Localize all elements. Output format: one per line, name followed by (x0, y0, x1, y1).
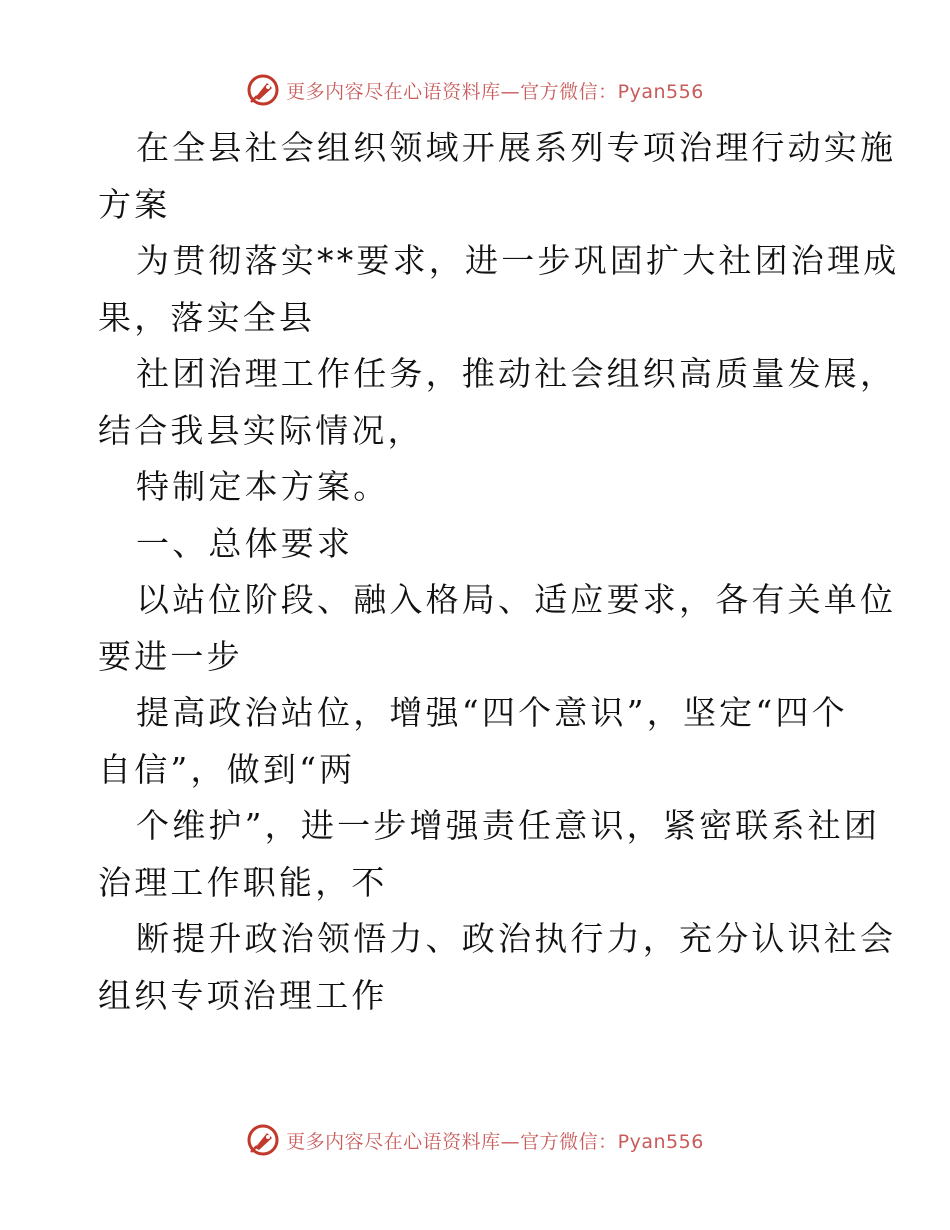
paragraph-line: 组织专项治理工作 (98, 975, 388, 1015)
watermark-text: 更多内容尽在心语资料库—官方微信：Pyan556 (286, 80, 704, 103)
paragraph-line: 治理工作职能，不 (98, 862, 388, 902)
footer-watermark (0, 1122, 950, 1158)
paragraph-line: 社团治理工作任务，推动社会组织高质量发展， (136, 354, 897, 393)
paragraph-line: 断提升政治领悟力、政治执行力，充分认识社会 (136, 919, 897, 958)
title-line-2: 方案 (98, 184, 171, 224)
pen-nib-logo-icon (246, 73, 280, 107)
paragraph-line: 特制定本方案。 (136, 467, 390, 506)
paragraph-line: 果，落实全县 (98, 297, 316, 337)
pen-nib-logo-icon (246, 1123, 280, 1157)
paragraph-line: 要进一步 (98, 636, 243, 676)
paragraph-line: 自信”，做到“两 (98, 749, 356, 789)
watermark-text: 更多内容尽在心语资料库—官方微信：Pyan556 (286, 1130, 704, 1153)
paragraph-line: 提高政治站位，增强“四个意识”，坚定“四个 (136, 693, 848, 732)
paragraph-line: 为贯彻落实**要求，进一步巩固扩大社团治理成 (136, 241, 900, 280)
title-line-1: 在全县社会组织领域开展系列专项治理行动实施 (136, 128, 897, 167)
section-heading: 一、总体要求 (136, 523, 354, 563)
paragraph-line: 个维护”，进一步增强责任意识，紧密联系社团 (136, 806, 881, 845)
paragraph-line: 以站位阶段、融入格局、适应要求，各有关单位 (136, 580, 897, 619)
document-body (98, 120, 900, 1024)
paragraph-line: 结合我县实际情况， (98, 410, 424, 450)
header-watermark (0, 72, 950, 108)
